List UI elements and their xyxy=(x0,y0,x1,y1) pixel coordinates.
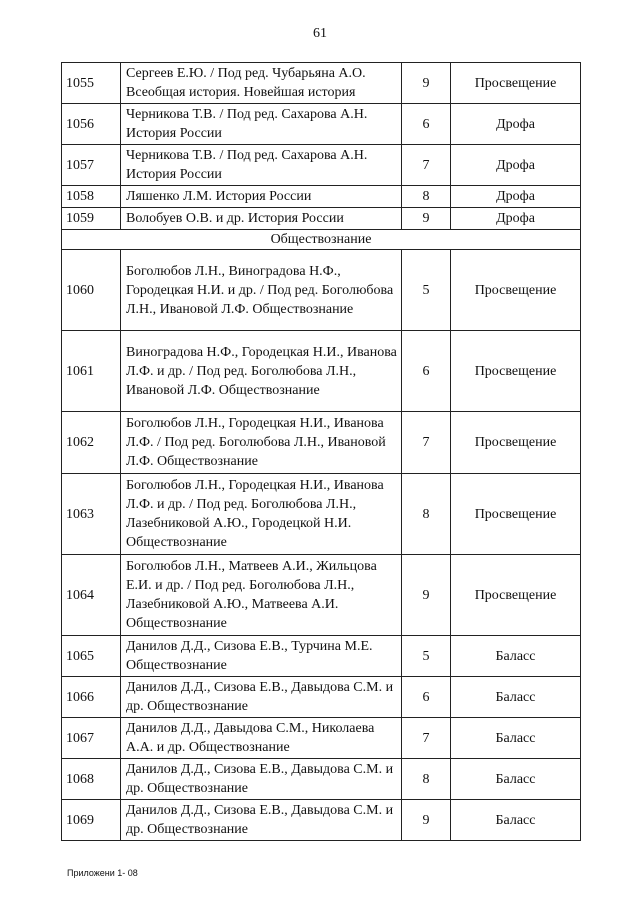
book-title: Данилов Д.Д., Давыдова С.М., Николаева А.А. и др. Обществознание xyxy=(121,718,402,759)
grade: 6 xyxy=(402,677,451,718)
table-row xyxy=(62,555,581,636)
subject-header-row xyxy=(62,230,581,250)
grade: 8 xyxy=(402,186,451,208)
book-title: Ляшенко Л.М. История России xyxy=(121,186,402,208)
table-row xyxy=(62,331,581,412)
book-title: Боголюбов Л.Н., Виноградова Н.Ф., Городецкая Н.И. и др. / Под ред. Боголюбова Л.Н., Ивановой Л.Ф. Обществознание xyxy=(121,250,402,331)
publisher: Дрофа xyxy=(451,208,581,230)
publisher: Просвещение xyxy=(451,250,581,331)
publisher: Дрофа xyxy=(451,145,581,186)
row-number: 1065 xyxy=(62,636,121,677)
row-number: 1061 xyxy=(62,331,121,412)
table-row xyxy=(62,636,581,677)
row-number: 1060 xyxy=(62,250,121,331)
table-row xyxy=(62,145,581,186)
book-title: Боголюбов Л.Н., Городецкая Н.И., Иванова Л.Ф. и др. / Под ред. Боголюбова Л.Н., Лазебниковой А.Ю., Городецкой Н.И. Обществознание xyxy=(121,474,402,555)
row-number: 1066 xyxy=(62,677,121,718)
book-title: Данилов Д.Д., Сизова Е.В., Турчина М.Е. Обществознание xyxy=(121,636,402,677)
textbook-table-body xyxy=(62,63,581,841)
grade: 9 xyxy=(402,63,451,104)
publisher: Баласс xyxy=(451,800,581,841)
grade: 5 xyxy=(402,250,451,331)
table-row xyxy=(62,800,581,841)
row-number: 1064 xyxy=(62,555,121,636)
book-title: Данилов Д.Д., Сизова Е.В., Давыдова С.М. и др. Обществознание xyxy=(121,800,402,841)
row-number: 1062 xyxy=(62,412,121,474)
row-number: 1067 xyxy=(62,718,121,759)
table-row xyxy=(62,250,581,331)
publisher: Дрофа xyxy=(451,186,581,208)
grade: 6 xyxy=(402,331,451,412)
grade: 8 xyxy=(402,474,451,555)
page-number: 61 xyxy=(313,26,327,41)
table-row xyxy=(62,104,581,145)
table-row xyxy=(62,474,581,555)
table-row xyxy=(62,412,581,474)
row-number: 1069 xyxy=(62,800,121,841)
grade: 9 xyxy=(402,208,451,230)
book-title: Данилов Д.Д., Сизова Е.В., Давыдова С.М. и др. Обществознание xyxy=(121,677,402,718)
grade: 9 xyxy=(402,555,451,636)
grade: 7 xyxy=(402,145,451,186)
row-number: 1068 xyxy=(62,759,121,800)
book-title: Боголюбов Л.Н., Матвеев А.И., Жильцова Е.И. и др. / Под ред. Боголюбова Л.Н., Лазебниковой А.Ю., Матвеева А.И. Обществознание xyxy=(121,555,402,636)
book-title: Виноградова Н.Ф., Городецкая Н.И., Иванова Л.Ф. и др. / Под ред. Боголюбова Л.Н., Ивановой Л.Ф. Обществознание xyxy=(121,331,402,412)
row-number: 1058 xyxy=(62,186,121,208)
row-number: 1056 xyxy=(62,104,121,145)
row-number: 1059 xyxy=(62,208,121,230)
book-title: Данилов Д.Д., Сизова Е.В., Давыдова С.М. и др. Обществознание xyxy=(121,759,402,800)
table-row xyxy=(62,718,581,759)
row-number: 1063 xyxy=(62,474,121,555)
publisher: Баласс xyxy=(451,636,581,677)
book-title: Боголюбов Л.Н., Городецкая Н.И., Иванова Л.Ф. / Под ред. Боголюбова Л.Н., Ивановой Л.Ф. Обществознание xyxy=(121,412,402,474)
row-number: 1055 xyxy=(62,63,121,104)
grade: 7 xyxy=(402,412,451,474)
publisher: Просвещение xyxy=(451,63,581,104)
publisher: Баласс xyxy=(451,759,581,800)
book-title: Черникова Т.В. / Под ред. Сахарова А.Н. История России xyxy=(121,104,402,145)
grade: 5 xyxy=(402,636,451,677)
book-title: Черникова Т.В. / Под ред. Сахарова А.Н. История России xyxy=(121,145,402,186)
publisher: Баласс xyxy=(451,718,581,759)
publisher: Просвещение xyxy=(451,555,581,636)
textbook-table xyxy=(61,62,581,841)
book-title: Сергеев Е.Ю. / Под ред. Чубарьяна А.О. Всеобщая история. Новейшая история xyxy=(121,63,402,104)
publisher: Просвещение xyxy=(451,474,581,555)
table-row xyxy=(62,677,581,718)
grade: 9 xyxy=(402,800,451,841)
table-row xyxy=(62,186,581,208)
grade: 8 xyxy=(402,759,451,800)
publisher: Просвещение xyxy=(451,331,581,412)
table-row xyxy=(62,208,581,230)
grade: 7 xyxy=(402,718,451,759)
publisher: Дрофа xyxy=(451,104,581,145)
footer-note: Приложени 1- 08 xyxy=(67,868,138,878)
table-row xyxy=(62,759,581,800)
subject-header: Обществознание xyxy=(62,230,581,250)
book-title: Волобуев О.В. и др. История России xyxy=(121,208,402,230)
publisher: Просвещение xyxy=(451,412,581,474)
row-number: 1057 xyxy=(62,145,121,186)
grade: 6 xyxy=(402,104,451,145)
table-row xyxy=(62,63,581,104)
publisher: Баласс xyxy=(451,677,581,718)
